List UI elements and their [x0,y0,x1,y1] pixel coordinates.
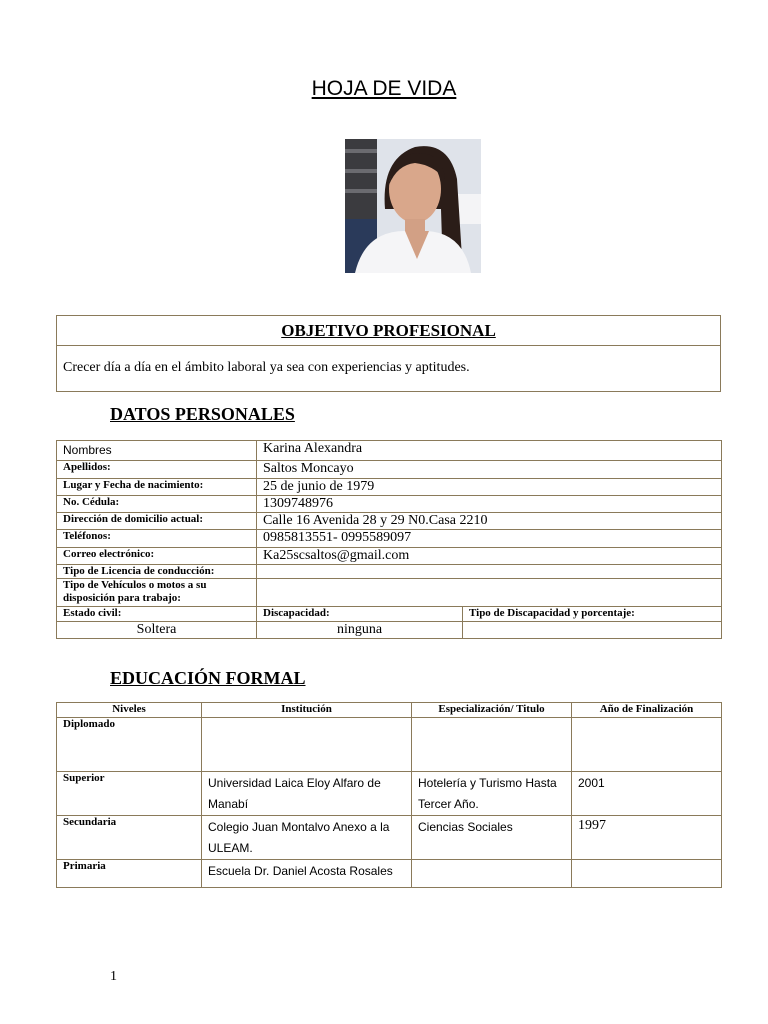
anio-cell: 1997 [572,816,722,860]
table-row [57,607,722,622]
objetivo-heading: OBJETIVO PROFESIONAL [57,316,720,346]
especializacion-cell [412,860,572,888]
discapacidad-label: Discapacidad: [257,607,463,622]
licencia-label: Tipo de Licencia de conducción: [57,565,257,579]
table-row [57,530,722,548]
especializacion-cell [412,718,572,772]
table-row [57,622,722,639]
educacion-formal-table [56,702,722,888]
table-header-row [57,703,722,718]
institucion-cell: Colegio Juan Montalvo Anexo a la ULEAM. [202,816,412,860]
vehiculos-label: Tipo de Vehículos o motos a su disposición para trabajo: [57,579,257,607]
telefonos-value: 0985813551- 0995589097 [257,530,722,548]
licencia-value [257,565,722,579]
anio-cell: 2001 [572,772,722,816]
vehiculos-value [257,579,722,607]
nombres-value: Karina Alexandra [257,441,722,461]
apellidos-label: Apellidos: [57,461,257,479]
especializacion-cell: Ciencias Sociales [412,816,572,860]
table-row [57,860,722,888]
discapacidad-value: ninguna [257,622,463,639]
table-row [57,513,722,530]
datos-personales-heading: DATOS PERSONALES [110,404,295,424]
table-row [57,816,722,860]
page-number: 1 [110,969,117,984]
nacimiento-value: 25 de junio de 1979 [257,479,722,496]
table-row [57,441,722,461]
nivel-cell: Diplomado [57,718,202,772]
table-row [57,548,722,565]
tipo-discapacidad-value [463,622,722,639]
nombres-label: Nombres [57,441,257,461]
institucion-cell [202,718,412,772]
cedula-value: 1309748976 [257,496,722,513]
apellidos-value: Saltos Moncayo [257,461,722,479]
datos-personales-table [56,440,722,639]
cedula-label: No. Cédula: [57,496,257,513]
table-row [57,718,722,772]
table-row [57,772,722,816]
especializacion-cell: Hotelería y Turismo Hasta Tercer Año. [412,772,572,816]
anio-cell [572,718,722,772]
educacion-formal-heading: EDUCACIÓN FORMAL [110,668,306,688]
table-row [57,579,722,607]
nivel-cell: Secundaria [57,816,202,860]
column-header: Institución [202,703,412,718]
table-row [57,479,722,496]
institucion-cell: Universidad Laica Eloy Alfaro de Manabí [202,772,412,816]
correo-label: Correo electrónico: [57,548,257,565]
nivel-cell: Superior [57,772,202,816]
column-header: Especialización/ Titulo [412,703,572,718]
column-header: Año de Finalización [572,703,722,718]
telefonos-label: Teléfonos: [57,530,257,548]
table-row [57,565,722,579]
objetivo-profesional-box [56,315,721,392]
page-title: HOJA DE VIDA [311,77,457,100]
institucion-cell: Escuela Dr. Daniel Acosta Rosales [202,860,412,888]
correo-value: Ka25scsaltos@gmail.com [257,548,722,565]
table-row [57,461,722,479]
direccion-label: Dirección de domicilio actual: [57,513,257,530]
nivel-cell: Primaria [57,860,202,888]
estado-civil-label: Estado civil: [57,607,257,622]
tipo-discapacidad-label: Tipo de Discapacidad y porcentaje: [463,607,722,622]
objetivo-text: Crecer día a día en el ámbito laboral ya sea con experiencias y aptitudes. [63,360,470,375]
estado-civil-value: Soltera [57,622,257,639]
column-header: Niveles [57,703,202,718]
anio-cell [572,860,722,888]
table-row [57,496,722,513]
profile-photo-illustration [345,139,481,273]
nacimiento-label: Lugar y Fecha de nacimiento: [57,479,257,496]
profile-photo [345,139,481,273]
direccion-value: Calle 16 Avenida 28 y 29 N0.Casa 2210 [257,513,722,530]
